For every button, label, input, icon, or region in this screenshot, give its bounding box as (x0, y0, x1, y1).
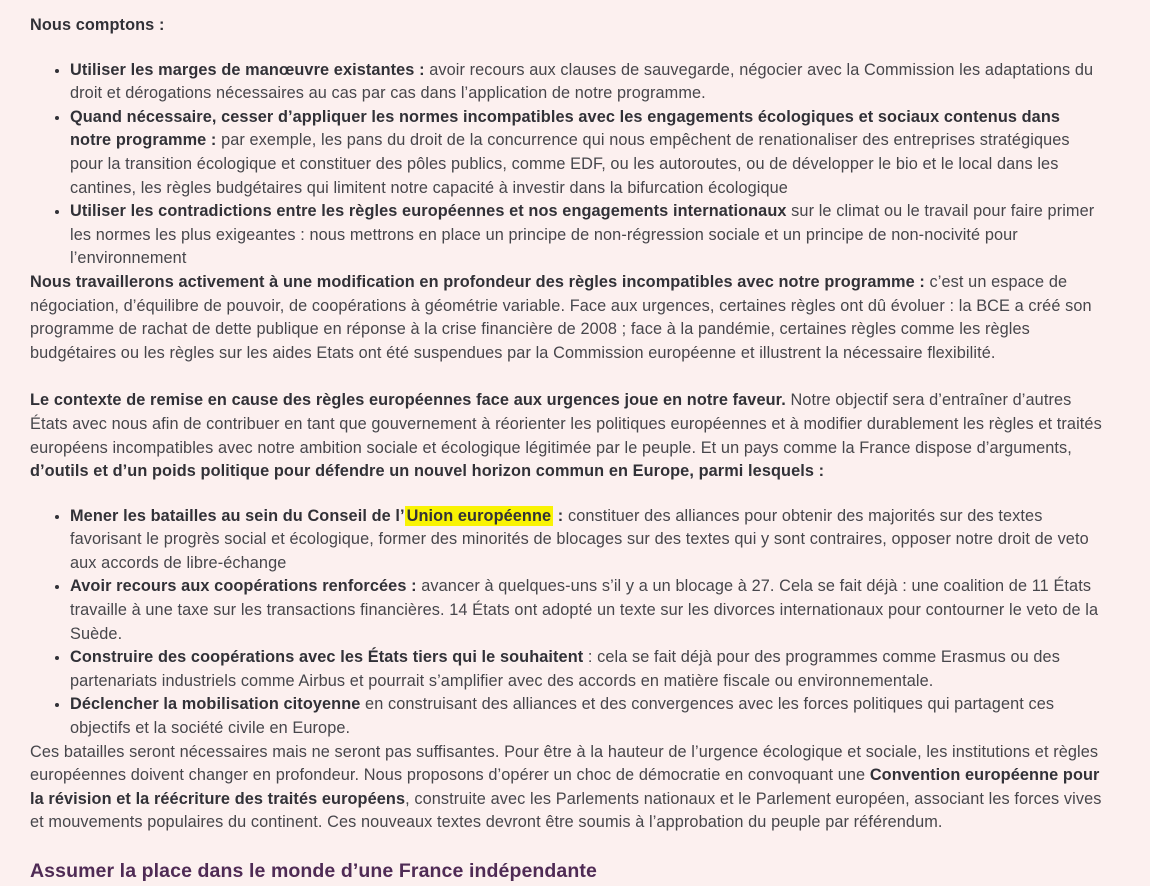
paragraph-text: , construite avec les Parlements nationaux et le Parlement européen, associant les forces vives et mouvements populaires du continent. Ces nouveaux textes devront être soumis à l’approbation du peuple par référendum. (30, 789, 1102, 832)
list-item (70, 693, 1105, 740)
list-item-text: par exemple, les pans du droit de la concurrence qui nous empêchent de renationaliser des entreprises stratégiques pour la transition écologique et constituer des pôles publics, comme EDF, ou les autoroutes, ou de développer le bio et le local dans les cantines, les règles budgétaires qui limitent notre capacité à investir dans la bifurcation écologique (70, 131, 1070, 197)
list-item-bold: Quand nécessaire, cesser d’appliquer les normes incompatibles avec les engagements écologiques et sociaux contenus dans notre programme : (70, 107, 1061, 150)
paragraph-bold: Convention européenne pour la révision et la réécriture des traités européens (30, 766, 1100, 808)
paragraph-text: Ces batailles seront nécessaires mais ne seront pas suffisantes. Pour être à la hauteur de l’urgence écologique et sociale, les institutions et règles européennes doivent changer en profondeur. Nous proposons d’opérer un choc de démocratie en convoquant une (30, 742, 1099, 785)
lead-paragraph (30, 14, 1105, 38)
paragraph-convention (30, 741, 1105, 835)
list-item (70, 200, 1105, 271)
paragraph-text: c’est un espace de négociation, d’équilibre de pouvoir, de coopérations à géométrie variable. Face aux urgences, certaines règles ont dû évoluer : la BCE a créé son programme de rachat de dette publique en réponse à la crise financière de 2008 ; face à la pandémie, certaines règles comme les règles budgétaires ou les règles sur les aides Etats ont été suspendues par la Commission européenne et illustrent la nécessaire flexibilité. (30, 272, 1092, 362)
list-item-text: : cela se fait déjà pour des programmes comme Erasmus ou des partenariats industriels comme Airbus et pourrait s’amplifier avec des accords en matière fiscale ou environnementale. (70, 648, 1060, 690)
list-item-bold: : (553, 506, 564, 525)
paragraph-bold: Nous travaillerons activement à une modification en profondeur des règles incompatibles avec notre programme : (30, 272, 925, 291)
list-item-text: avoir recours aux clauses de sauvegarde, négocier avec la Commission les adaptations du droit et dérogations nécessaires au cas par cas dans l’application de notre programme. (70, 60, 1094, 103)
list-item-bold: Mener les batailles au sein du Conseil de l’ (70, 506, 405, 525)
search-highlight: Union européenne (406, 506, 552, 525)
list-item-bold: Utiliser les contradictions entre les règles européennes et nos engagements internationaux (70, 202, 787, 221)
section-heading-france-independante: Assumer la place dans le monde d’une France indépendante (30, 860, 597, 882)
paragraph-contexte (30, 389, 1105, 483)
list-item-text: avancer à quelques-uns s’il y a un blocage à 27. Cela se fait déjà : une coalition de 11 États travaille à une taxe sur les transactions financières. 14 États ont adopté un texte sur les divorces internationaux pour contourner le veto de la Suède. (70, 577, 1099, 643)
list-item-text: constituer des alliances pour obtenir des majorités sur des textes favorisant le progrès social et écologique, former des minorités de blocages sur des textes qui y sont contraires, opposer notre droit de veto aux accords de libre-échange (70, 506, 1089, 572)
list-item-bold: Construire des coopérations avec les États tiers qui le souhaitent (70, 648, 584, 667)
list-item (70, 575, 1105, 646)
list-item (70, 646, 1105, 693)
paragraph-modification-regles (30, 271, 1105, 365)
list-item-bold: Utiliser les marges de manœuvre existantes : (70, 60, 425, 79)
lead-text: Nous comptons : (30, 16, 165, 34)
list-item (70, 59, 1105, 106)
paragraph-bold: Le contexte de remise en cause des règles européennes face aux urgences joue en notre faveur. (30, 391, 786, 410)
paragraph-text: Notre objectif sera d’entraîner d’autres États avec nous afin de contribuer en tant que gouvernement à réorienter les politiques européennes et à modifier durablement les règles et traités européens incompatibles avec notre ambition sociale et écologique légitimée par le peuple. Et un pays comme la France dispose d’arguments, (30, 391, 1102, 457)
bullet-list-batailles (30, 505, 1105, 741)
list-item-bold: Avoir recours aux coopérations renforcées : (70, 577, 417, 596)
list-item (70, 505, 1105, 576)
paragraph-bold: d’outils et d’un poids politique pour défendre un nouvel horizon commun en Europe, parmi lesquels : (30, 462, 825, 481)
bullet-list-strategies (30, 59, 1105, 271)
list-item-text: sur le climat ou le travail pour faire primer les normes les plus exigeantes : nous mettrons en place un principe de non-régression sociale et un principe de non-nocivité pour l’environnement (70, 202, 1095, 268)
list-item-text: en construisant des alliances et des convergences avec les forces politiques qui partagent ces objectifs et la société civile en Europe. (70, 695, 1055, 738)
list-item (70, 106, 1105, 200)
list-item-bold: Déclencher la mobilisation citoyenne (70, 695, 361, 714)
